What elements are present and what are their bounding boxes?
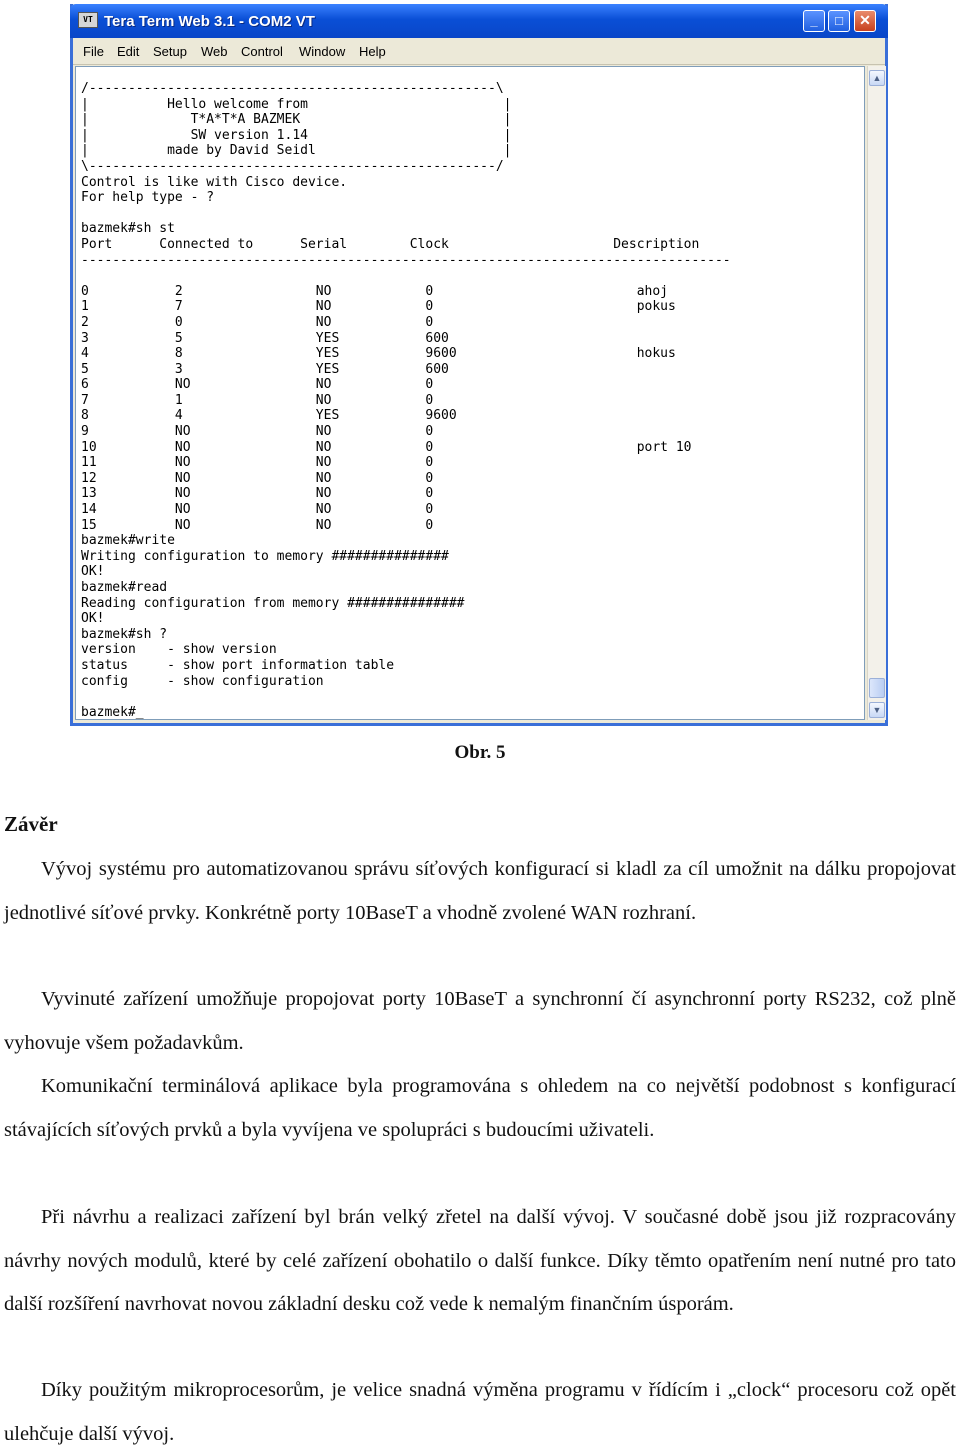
window-title: Tera Term Web 3.1 - COM2 VT — [104, 13, 315, 30]
paragraph-2-text: Vyvinuté zařízení umožňuje propojovat porty 10BaseT a synchronní čí asynchronní porty RS232, což plně vyhovuje všem požadavkům. — [4, 988, 956, 1054]
paragraph-4-text: Při návrhu a realizaci zařízení byl brán velký zřetel na další vývoj. V současné době jsou již rozpracovány návrhy nových modulů, které by celé zařízení obohatilo o další funkce. Díky těmto opatřením není nutné pro tato další rozšíření navrhovat novou základní desku což vede k nemalým finančním úsporám. — [4, 1206, 956, 1315]
terminal-line: 3 5 YES 600 — [81, 330, 449, 346]
paragraph-5-text: Díky použitým mikroprocesorům, je velice snadná výměna programu v řídícím i „clock“ procesoru což opět ulehčuje další vývoj. — [4, 1379, 956, 1445]
menu-setup[interactable]: Setup — [153, 44, 187, 59]
terminal-line: | T*A*T*A BAZMEK | — [81, 112, 512, 128]
terminal-line: 8 4 YES 9600 — [81, 408, 457, 424]
terminal-line: 14 NO NO 0 — [81, 502, 434, 518]
menu-control[interactable]: Control — [241, 44, 283, 59]
menu-file[interactable]: File — [83, 44, 104, 59]
menu-window[interactable]: Window — [299, 44, 346, 59]
terminal-line: version - show version — [81, 642, 277, 658]
terminal-line: 10 NO NO 0 port 10 — [81, 439, 692, 455]
paragraph-5 — [4, 1369, 956, 1456]
terminal-line: | SW version 1.14 | — [81, 127, 512, 143]
terminal-line: \----------------------------------------------------/ — [81, 158, 504, 174]
terminal-line: 7 1 NO 0 — [81, 392, 434, 408]
terminal-line — [81, 689, 731, 705]
terminal-screen[interactable] — [75, 66, 865, 720]
terminal-line: bazmek#read — [81, 580, 168, 595]
terminal-line: Control is like with Cisco device. — [81, 174, 348, 190]
terminal-line: 0 2 NO 0 ahoj — [81, 283, 668, 299]
terminal-line: 13 NO NO 0 — [81, 486, 434, 502]
terminal-line: 9 NO NO 0 — [81, 424, 434, 440]
terminal-line — [81, 268, 731, 284]
terminal-line: 6 NO NO 0 — [81, 377, 434, 393]
terminal-line: Writing configuration to memory ############### — [81, 548, 449, 564]
terminal-line: 11 NO NO 0 — [81, 455, 434, 471]
paragraph-3-text: Komunikační terminálová aplikace byla programována s ohledem na co největší podobnost s konfigurací stávajících síťových prvků a byla vyvíjena ve spolupráci s budoucími uživateli. — [4, 1075, 956, 1141]
app-icon[interactable]: VT — [78, 12, 98, 28]
figure-caption: Obr. 5 — [454, 742, 506, 763]
maximize-button[interactable]: □ — [828, 10, 850, 32]
terminal-line: 2 0 NO 0 — [81, 314, 434, 330]
menu-bar — [73, 38, 885, 65]
terminal-line: 4 8 YES 9600 hokus — [81, 346, 676, 362]
terminal-line: Port Connected to Serial Clock Description — [81, 236, 700, 252]
terminal-line: ----------------------------------------------------------------------------------- — [81, 252, 731, 268]
paragraph-4 — [4, 1196, 956, 1327]
close-button[interactable]: ✕ — [854, 10, 876, 32]
terminal-line — [81, 206, 731, 222]
paragraph-1 — [4, 848, 956, 935]
terminal-line: bazmek#_ — [81, 704, 144, 720]
terminal-line: OK! — [81, 564, 105, 580]
scroll-up-icon[interactable]: ▲ — [869, 70, 885, 86]
menu-edit[interactable]: Edit — [117, 44, 140, 59]
terminal-line: /----------------------------------------------------\ — [81, 81, 504, 96]
minimize-button[interactable]: _ — [803, 10, 825, 32]
terminal-line: bazmek#write — [81, 533, 175, 549]
terminal-line: For help type - ? — [81, 190, 215, 206]
terminal-line: bazmek#sh ? — [81, 626, 168, 642]
title-bar[interactable] — [70, 4, 888, 38]
terminal-line: 15 NO NO 0 — [81, 517, 434, 533]
terminal-line: status - show port information table — [81, 657, 395, 673]
terminal-line: | Hello welcome from | — [81, 96, 512, 112]
terminal-line: bazmek#sh st — [81, 221, 175, 237]
menu-web[interactable]: Web — [201, 44, 228, 59]
paragraph-3 — [4, 1065, 956, 1152]
terminal-line: | made by David Seidl | — [81, 143, 512, 159]
vertical-scrollbar[interactable] — [867, 66, 886, 720]
teraterm-window — [70, 4, 888, 726]
paragraph-2 — [4, 978, 956, 1065]
terminal-line: 1 7 NO 0 pokus — [81, 299, 676, 315]
scroll-down-icon[interactable]: ▼ — [869, 702, 885, 718]
terminal-line: 5 3 YES 600 — [81, 361, 449, 377]
scroll-thumb[interactable] — [869, 678, 885, 698]
terminal-line: Reading configuration from memory ############### — [81, 595, 465, 611]
terminal-line: config - show configuration — [81, 673, 324, 689]
terminal-line: OK! — [81, 611, 105, 627]
terminal-line: 12 NO NO 0 — [81, 470, 434, 486]
menu-help[interactable]: Help — [359, 44, 386, 59]
terminal-output — [81, 81, 731, 720]
paragraph-1-text: Vývoj systému pro automatizovanou správu síťových konfigurací si kladl za cíl umožnit na dálku propojovat jednotlivé síťové prvky. Konkrétně porty 10BaseT a vhodně zvolené WAN rozhraní. — [4, 858, 956, 924]
section-heading: Závěr — [4, 812, 58, 836]
